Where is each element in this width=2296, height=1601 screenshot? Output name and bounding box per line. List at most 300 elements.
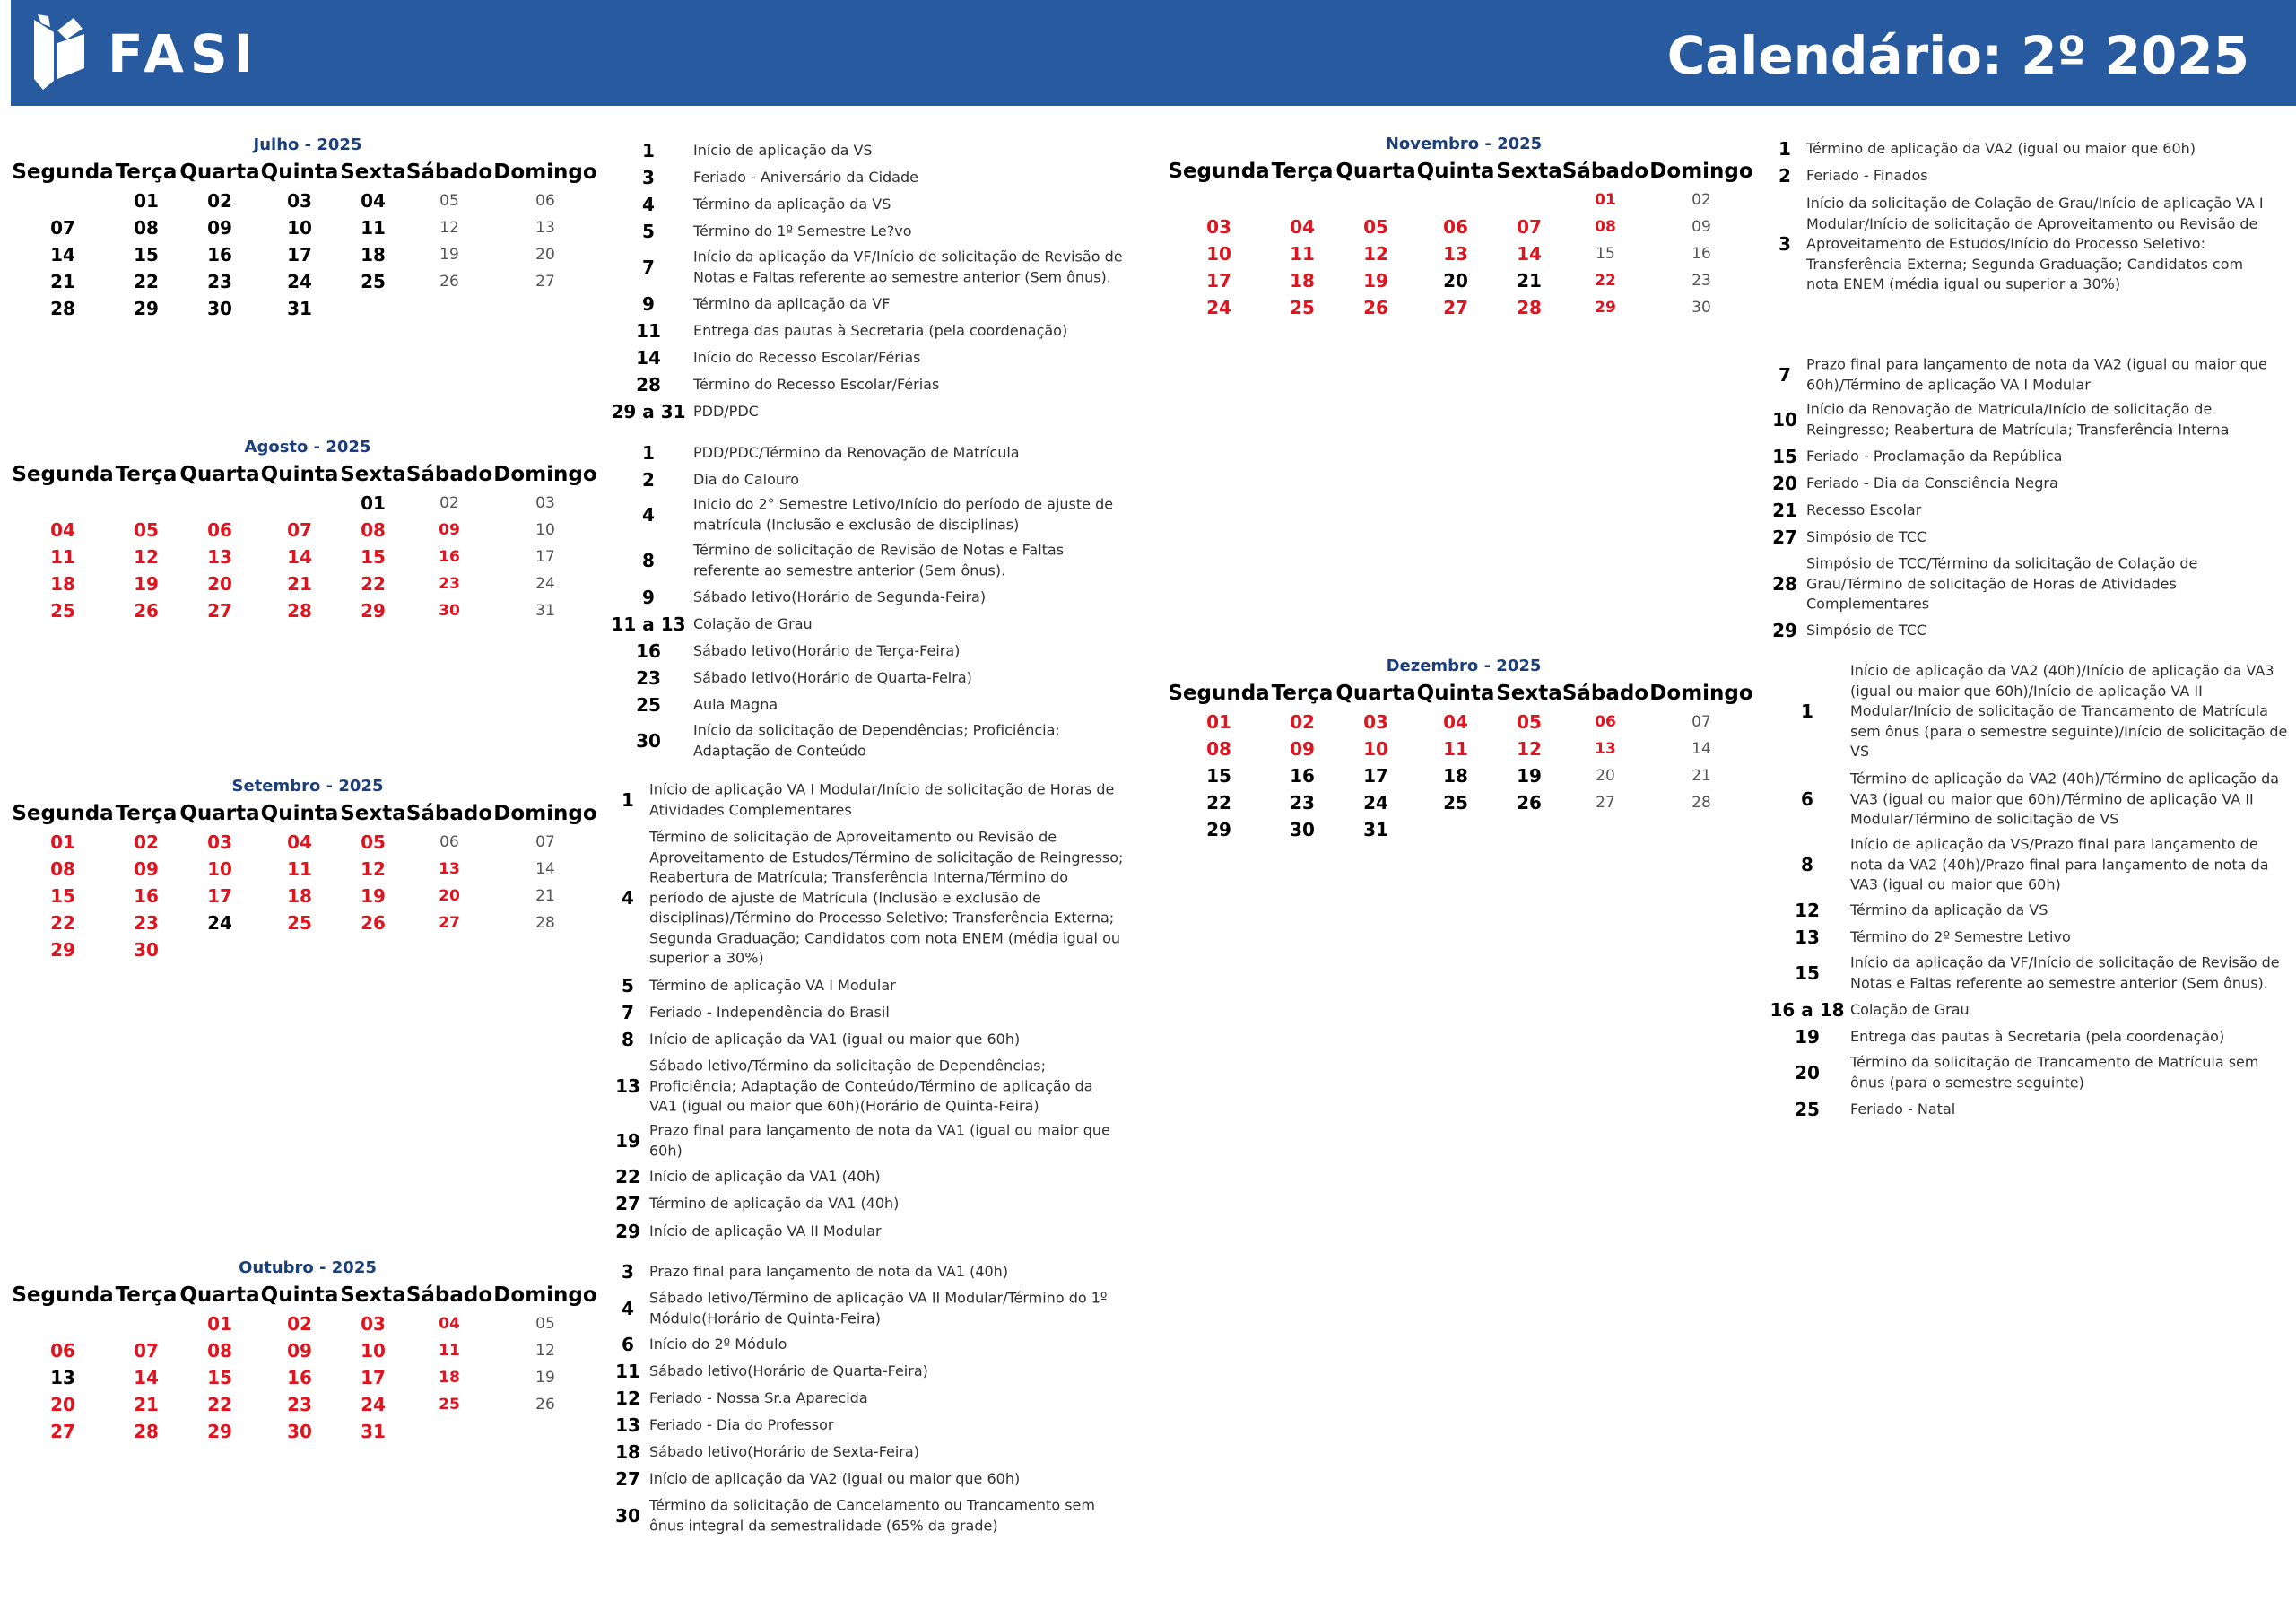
calendar-day: 21 — [287, 573, 312, 595]
event-day: 4 — [642, 504, 655, 526]
calendar-day: 23 — [207, 271, 232, 292]
calendar-julho — [12, 135, 608, 341]
weekday-header: Quinta — [260, 802, 339, 825]
event-description: Término do Recesso Escolar/Férias — [693, 375, 940, 393]
weekday-header-row — [1168, 158, 1800, 185]
event-description: Feriado - Aniversário da Cidade — [693, 168, 918, 186]
fasi-logo — [30, 13, 260, 95]
calendar-day: 20 — [535, 246, 555, 264]
month-title: Julho - 2025 — [253, 135, 362, 154]
event-day: 13 — [1795, 927, 1820, 948]
calendar-day: 16 — [1290, 765, 1315, 787]
calendar-day: 06 — [1443, 216, 1468, 238]
calendar-day: 22 — [207, 1394, 232, 1415]
event-description: Feriado - Proclamação da República — [1806, 447, 2063, 465]
event-description: Sábado letivo(Horário de Quarta-Feira) — [693, 668, 972, 686]
event-day: 30 — [615, 1505, 640, 1527]
event-description: PDD/PDC — [693, 402, 759, 420]
calendar-day: 25 — [287, 912, 312, 934]
event-description: Término de solicitação de Aproveitamento ou Revisão de Aproveitamento de Estudos/Término de solicitação de Reingresso; Reabertura de Matrícula; Transferência Interna/Término do período de ajuste de Matrícula (Inclusão e exclusão de disciplinas)/Término do Processo Seletivo: Transferência Externa; Segunda Graduação; Candidatos com nota ENEM (média igual ou superior a 30%) — [649, 828, 1124, 967]
calendar-day: 03 — [207, 831, 232, 853]
event-day: 29 — [1772, 620, 1797, 641]
event-day: 1 — [1779, 138, 1791, 160]
event-day: 13 — [615, 1414, 640, 1436]
event-day: 16 — [636, 640, 661, 662]
calendar-day: 01 — [134, 190, 159, 212]
calendar-day: 29 — [207, 1421, 232, 1442]
event-day: 21 — [1772, 500, 1797, 521]
event-description: Prazo final para lançamento de nota da VA2 (igual ou maior que 60h)/Término de aplicação VA I Modular — [1806, 355, 2267, 393]
calendar-day: 12 — [134, 546, 159, 568]
calendar-day: 31 — [361, 1421, 386, 1442]
calendar-day: 31 — [1363, 819, 1388, 840]
weekday-header: Segunda — [1168, 160, 1270, 183]
weekday-header-row — [12, 159, 644, 186]
calendar-day: 22 — [1206, 792, 1231, 814]
calendar-day: 12 — [1363, 243, 1388, 265]
weekday-header: Sábado — [405, 463, 493, 486]
calendar-day: 10 — [287, 217, 312, 239]
calendar-day: 26 — [134, 600, 159, 622]
calendar-day: 26 — [439, 273, 459, 291]
event-day: 11 a 13 — [611, 613, 686, 635]
date-grid — [16, 491, 644, 670]
event-day: 9 — [642, 293, 655, 315]
weekday-header: Terça — [115, 161, 178, 184]
calendar-day: 14 — [1517, 243, 1542, 265]
calendar-day: 13 — [439, 860, 460, 878]
event-day: 20 — [1772, 473, 1797, 494]
calendar-day: 05 — [535, 1315, 555, 1333]
event-day: 20 — [1795, 1062, 1820, 1083]
calendar-day: 15 — [1206, 765, 1231, 787]
event-day: 28 — [1772, 573, 1797, 595]
page-title: Calendário: 2º 2025 — [1666, 25, 2249, 86]
event-description: Término do 2º Semestre Letivo — [1850, 927, 2071, 945]
weekday-header: Segunda — [12, 463, 114, 486]
calendar-day: 20 — [1443, 270, 1468, 291]
calendar-day: 08 — [1595, 218, 1616, 236]
calendar-day: 24 — [535, 575, 555, 593]
calendar-day: 27 — [1443, 297, 1468, 318]
event-description: Recesso Escolar — [1806, 500, 1922, 518]
calendar-day: 28 — [1692, 794, 1711, 812]
calendar-day: 04 — [439, 1315, 460, 1333]
header-banner — [11, 0, 2296, 106]
weekday-header: Segunda — [12, 161, 114, 184]
event-day: 5 — [622, 975, 634, 996]
weekday-header: Segunda — [1168, 682, 1270, 705]
calendar-day: 20 — [1596, 767, 1615, 785]
calendar-day: 04 — [1290, 216, 1315, 238]
calendar-day: 25 — [1443, 792, 1468, 814]
calendar-day: 21 — [1692, 767, 1711, 785]
calendar-day: 29 — [1595, 299, 1616, 317]
event-description: Colação de Grau — [1850, 1000, 1970, 1018]
calendar-day: 05 — [439, 192, 459, 210]
event-day: 29 a 31 — [611, 401, 686, 422]
calendar-day: 06 — [1595, 713, 1616, 731]
calendar-day: 17 — [1206, 270, 1231, 291]
event-description: Inicio do 2° Semestre Letivo/Início do período de ajuste de matrícula (Inclusão e exclusão de disciplinas) — [693, 495, 1114, 533]
calendar-day: 03 — [535, 494, 555, 512]
calendar-day: 08 — [50, 858, 75, 880]
month-title: Novembro - 2025 — [1385, 135, 1543, 153]
event-day: 22 — [615, 1166, 640, 1188]
calendar-day: 26 — [361, 912, 386, 934]
calendar-day: 11 — [361, 217, 386, 239]
calendar-day: 28 — [287, 600, 312, 622]
calendar-day: 24 — [1206, 297, 1231, 318]
calendar-day: 09 — [439, 521, 460, 539]
date-grid — [16, 1311, 644, 1491]
weekday-header: Domingo — [493, 161, 597, 184]
event-description: Início de aplicação da VA2 (40h)/Início de aplicação da VA3 (igual ou maior que 60h)/Início de aplicação VA II Modular/Início de solicitação de Trancamento de Matrícula sem ônus (para o semestre seguinte)/Início de solicitação de VS — [1850, 661, 2288, 760]
calendar-day: 08 — [361, 519, 386, 541]
weekday-header: Terça — [1271, 160, 1334, 183]
calendar-day: 25 — [439, 1396, 460, 1414]
calendar-day: 26 — [1363, 297, 1388, 318]
calendar-day: 08 — [207, 1340, 232, 1362]
calendar-day: 31 — [535, 602, 555, 620]
calendar-day: 26 — [1517, 792, 1542, 814]
calendar-day: 14 — [287, 546, 312, 568]
calendar-day: 25 — [50, 600, 75, 622]
weekday-header: Sexta — [340, 802, 406, 825]
calendar-outubro — [12, 1257, 608, 1464]
event-description: Término da solicitação de Cancelamento ou Trancamento sem ônus integral da semestralidade (65% da grade) — [649, 1496, 1095, 1534]
calendar-day: 22 — [50, 912, 75, 934]
calendar-day: 23 — [287, 1394, 312, 1415]
calendar-day: 27 — [207, 600, 232, 622]
event-day: 7 — [622, 1002, 634, 1023]
calendar-day: 05 — [1517, 711, 1542, 733]
event-description: Início do Recesso Escolar/Férias — [693, 348, 921, 366]
weekday-header: Sábado — [405, 1283, 493, 1307]
event-day: 2 — [642, 469, 655, 491]
event-day: 16 a 18 — [1770, 999, 1845, 1021]
event-day: 7 — [642, 257, 655, 278]
calendar-day: 27 — [1596, 794, 1615, 812]
event-description: Sábado letivo(Horário de Sexta-Feira) — [649, 1442, 919, 1460]
calendar-day: 11 — [287, 858, 312, 880]
calendar-day: 09 — [134, 858, 159, 880]
event-description: Início da aplicação da VF/Início de solicitação de Revisão de Notas e Faltas referente ao semestre anterior (Sem ônus). — [1850, 953, 2280, 991]
calendar-day: 30 — [134, 939, 159, 961]
calendar-day: 20 — [50, 1394, 75, 1415]
event-day: 1 — [642, 140, 655, 161]
calendar-day: 12 — [439, 219, 459, 237]
event-description: Início de aplicação VA II Modular — [649, 1222, 882, 1240]
event-day: 3 — [622, 1261, 634, 1283]
event-description: Início de aplicação da VS — [693, 141, 873, 159]
calendar-day: 07 — [1692, 713, 1711, 731]
calendar-day: 02 — [1290, 711, 1315, 733]
event-day: 27 — [615, 1193, 640, 1214]
calendar-day: 19 — [535, 1369, 555, 1387]
weekday-header: Quarta — [179, 463, 260, 486]
event-description: Simpósio de TCC — [1806, 621, 1927, 639]
event-description: Feriado - Independência do Brasil — [649, 1003, 890, 1021]
event-description: Simpósio de TCC — [1806, 527, 1927, 545]
weekday-header: Sábado — [405, 161, 493, 184]
event-day: 5 — [642, 221, 655, 242]
calendar-day: 15 — [50, 885, 75, 907]
calendar-day: 19 — [361, 885, 386, 907]
date-grid — [1172, 709, 1800, 889]
event-description: Término da aplicação da VS — [1850, 901, 2048, 918]
calendar-day: 10 — [207, 858, 232, 880]
calendar-day: 18 — [1443, 765, 1468, 787]
calendar-day: 23 — [134, 912, 159, 934]
weekday-header: Segunda — [12, 802, 114, 825]
calendar-day: 03 — [1363, 711, 1388, 733]
calendar-day: 20 — [207, 573, 232, 595]
month-title: Dezembro - 2025 — [1386, 657, 1542, 675]
date-grid — [16, 830, 644, 1009]
event-description: Início de aplicação da VA1 (igual ou maior que 60h) — [649, 1030, 1021, 1048]
weekday-header: Quarta — [1335, 682, 1416, 705]
calendar-day: 19 — [439, 246, 459, 264]
weekday-header: Sexta — [1496, 160, 1562, 183]
event-description: Sábado letivo(Horário de Quarta-Feira) — [649, 1362, 928, 1379]
calendar-day: 13 — [50, 1367, 75, 1388]
weekday-header: Quinta — [260, 161, 339, 184]
logo-text: FASI — [108, 23, 260, 84]
calendar-day: 16 — [1692, 245, 1711, 263]
calendar-day: 29 — [134, 298, 159, 319]
event-description: Simpósio de TCC/Término da solicitação de Colação de Grau/Término de solicitação de Horas de Atividades Complementares — [1806, 554, 2198, 613]
calendar-day: 06 — [439, 833, 459, 851]
event-day: 18 — [615, 1441, 640, 1463]
weekday-header: Terça — [1271, 682, 1334, 705]
event-day: 12 — [1795, 900, 1820, 921]
calendar-day: 21 — [535, 887, 555, 905]
event-description: Término de solicitação de Revisão de Notas e Faltas referente ao semestre anterior (Sem ônus). — [693, 541, 1065, 579]
weekday-header: Sexta — [1496, 682, 1562, 705]
calendar-day: 11 — [50, 546, 75, 568]
calendar-novembro — [1168, 134, 1764, 340]
event-day: 11 — [636, 320, 661, 342]
calendar-day: 15 — [361, 546, 386, 568]
calendar-day: 21 — [1517, 270, 1542, 291]
event-description: Sábado letivo/Término de aplicação VA II Modular/Término do 1º Módulo(Horário de Quinta-Feira) — [649, 1289, 1108, 1327]
calendar-day: 20 — [439, 887, 460, 905]
event-day: 1 — [1801, 700, 1813, 722]
event-description: Início da Renovação de Matrícula/Início de solicitação de Reingresso; Reabertura de Matrícula; Transferência Interna — [1806, 400, 2230, 438]
event-description: Término de aplicação VA I Modular — [649, 976, 896, 994]
calendar-day: 12 — [361, 858, 386, 880]
event-day: 30 — [636, 730, 661, 752]
calendar-day: 30 — [207, 298, 232, 319]
calendar-day: 21 — [50, 271, 75, 292]
weekday-header: Quarta — [1335, 160, 1416, 183]
event-day: 8 — [622, 1029, 634, 1050]
calendar-day: 15 — [1596, 245, 1615, 263]
event-day: 12 — [615, 1388, 640, 1409]
calendar-day: 14 — [50, 244, 75, 265]
event-day: 8 — [1801, 854, 1813, 875]
event-description: Feriado - Natal — [1850, 1100, 1956, 1118]
calendar-day: 28 — [134, 1421, 159, 1442]
month-title: Setembro - 2025 — [231, 777, 384, 796]
calendar-day: 05 — [134, 519, 159, 541]
calendar-day: 17 — [287, 244, 312, 265]
event-day: 28 — [636, 374, 661, 396]
date-grid — [16, 188, 644, 368]
weekday-header: Quinta — [1416, 160, 1495, 183]
calendar-day: 15 — [207, 1367, 232, 1388]
event-day: 27 — [615, 1468, 640, 1490]
calendar-day: 10 — [535, 521, 555, 539]
event-description: Dia do Calouro — [693, 470, 800, 488]
event-day: 1 — [642, 442, 655, 464]
weekday-header: Quarta — [179, 1283, 260, 1307]
event-day: 9 — [642, 587, 655, 608]
calendar-day: 03 — [361, 1313, 386, 1335]
calendar-day: 18 — [50, 573, 75, 595]
event-description: Término de aplicação da VA2 (igual ou maior que 60h) — [1806, 139, 2196, 157]
weekday-header-row — [12, 800, 644, 827]
calendar-day: 01 — [1595, 191, 1616, 209]
weekday-header: Domingo — [493, 463, 597, 486]
event-description: Colação de Grau — [693, 614, 813, 632]
calendar-day: 23 — [1692, 272, 1711, 290]
event-day: 4 — [622, 1298, 634, 1319]
weekday-header: Sexta — [340, 463, 406, 486]
calendar-day: 24 — [287, 271, 312, 292]
event-description: Término da solicitação de Trancamento de Matrícula sem ônus (para o semestre seguinte) — [1850, 1053, 2259, 1091]
event-day: 6 — [1801, 788, 1813, 810]
event-day: 2 — [1779, 165, 1791, 187]
event-description: Feriado - Nossa Sr.a Aparecida — [649, 1388, 868, 1406]
calendar-day: 15 — [134, 244, 159, 265]
calendar-day: 16 — [207, 244, 232, 265]
event-description: Início de aplicação VA I Modular/Início de solicitação de Horas de Atividades Complementares — [649, 780, 1115, 818]
event-day: 25 — [636, 694, 661, 716]
event-description: Início de aplicação da VA2 (igual ou maior que 60h) — [649, 1469, 1021, 1487]
calendar-day: 07 — [535, 833, 555, 851]
calendar-day: 13 — [207, 546, 232, 568]
calendar-day: 30 — [1290, 819, 1315, 840]
event-day: 15 — [1795, 962, 1820, 984]
calendar-day: 11 — [439, 1342, 460, 1360]
calendar-day: 16 — [134, 885, 159, 907]
event-description: Início da solicitação de Dependências; Proficiência; Adaptação de Conteúdo — [693, 721, 1060, 759]
event-day: 15 — [1772, 446, 1797, 467]
event-day: 3 — [642, 167, 655, 188]
calendar-day: 02 — [134, 831, 159, 853]
calendar-day: 09 — [287, 1340, 312, 1362]
calendar-day: 18 — [439, 1369, 460, 1387]
calendar-day: 07 — [287, 519, 312, 541]
weekday-header: Domingo — [493, 1283, 597, 1307]
event-description: PDD/PDC/Término da Renovação de Matrícula — [693, 443, 1020, 461]
event-description: Prazo final para lançamento de nota da VA1 (40h) — [649, 1262, 1009, 1280]
calendar-day: 19 — [134, 573, 159, 595]
event-day: 4 — [622, 887, 634, 909]
calendar-day: 13 — [535, 219, 555, 237]
event-day: 27 — [1772, 526, 1797, 548]
calendar-agosto — [12, 437, 608, 643]
month-title: Outubro - 2025 — [239, 1258, 377, 1277]
event-description: Prazo final para lançamento de nota da VA1 (igual ou maior que 60h) — [649, 1121, 1110, 1159]
calendar-day: 28 — [535, 914, 555, 932]
weekday-header: Domingo — [1649, 160, 1753, 183]
calendar-day: 16 — [287, 1367, 312, 1388]
calendar-day: 18 — [287, 885, 312, 907]
calendar-day: 03 — [287, 190, 312, 212]
event-day: 6 — [622, 1334, 634, 1355]
event-day: 10 — [1772, 409, 1797, 431]
weekday-header: Terça — [115, 463, 178, 486]
calendar-setembro — [12, 776, 608, 982]
calendar-day: 04 — [287, 831, 312, 853]
calendar-day: 18 — [1290, 270, 1315, 291]
calendar-day: 29 — [50, 939, 75, 961]
event-day: 29 — [615, 1221, 640, 1242]
event-day: 23 — [636, 667, 661, 689]
calendar-day: 31 — [287, 298, 312, 319]
calendar-day: 07 — [1517, 216, 1542, 238]
calendar-day: 17 — [361, 1367, 386, 1388]
calendar-day: 28 — [50, 298, 75, 319]
calendar-day: 27 — [50, 1421, 75, 1442]
event-description: Feriado - Dia do Professor — [649, 1415, 834, 1433]
calendar-day: 22 — [361, 573, 386, 595]
calendar-day: 04 — [50, 519, 75, 541]
calendar-day: 09 — [207, 217, 232, 239]
calendar-day: 26 — [535, 1396, 555, 1414]
event-description: Sábado letivo/Término da solicitação de Dependências; Proficiência; Adaptação de Conteúdo/Término de aplicação da VA1 (igual ou maior que 60h)(Horário de Quinta-Feira) — [649, 1057, 1093, 1115]
calendar-day: 06 — [535, 192, 555, 210]
calendar-day: 05 — [361, 831, 386, 853]
calendar-day: 01 — [1206, 711, 1231, 733]
weekday-header-row — [12, 461, 644, 488]
event-description: Início da aplicação da VF/Início de solicitação de Revisão de Notas e Faltas referente ao semestre anterior (Sem ônus). — [693, 248, 1123, 285]
calendar-day: 30 — [287, 1421, 312, 1442]
calendar-day: 01 — [207, 1313, 232, 1335]
event-description: Sábado letivo(Horário de Terça-Feira) — [693, 641, 961, 659]
calendar-day: 29 — [1206, 819, 1231, 840]
calendar-day: 23 — [1290, 792, 1315, 814]
weekday-header: Sábado — [1561, 682, 1649, 705]
event-description: Início de aplicação da VA1 (40h) — [649, 1167, 881, 1185]
calendar-day: 21 — [134, 1394, 159, 1415]
calendar-day: 25 — [1290, 297, 1315, 318]
event-day: 13 — [615, 1075, 640, 1097]
calendar-day: 17 — [535, 548, 555, 566]
event-description: Início do 2º Módulo — [649, 1335, 787, 1353]
calendar-day: 10 — [361, 1340, 386, 1362]
calendar-day: 17 — [1363, 765, 1388, 787]
event-day: 1 — [622, 789, 634, 811]
weekday-header: Domingo — [493, 802, 597, 825]
event-day: 7 — [1779, 364, 1791, 386]
weekday-header: Domingo — [1649, 682, 1753, 705]
weekday-header: Terça — [115, 1283, 178, 1307]
event-description: Término da aplicação da VF — [693, 294, 891, 312]
calendar-day: 22 — [134, 271, 159, 292]
event-description: Entrega das pautas à Secretaria (pela coordenação) — [693, 321, 1068, 339]
calendar-day: 08 — [1206, 738, 1231, 760]
calendar-day: 12 — [535, 1342, 555, 1360]
calendar-day: 22 — [1595, 272, 1616, 290]
event-day: 25 — [1795, 1099, 1820, 1120]
weekday-header-row — [1168, 680, 1800, 707]
calendar-day: 29 — [361, 600, 386, 622]
weekday-header: Quarta — [179, 161, 260, 184]
